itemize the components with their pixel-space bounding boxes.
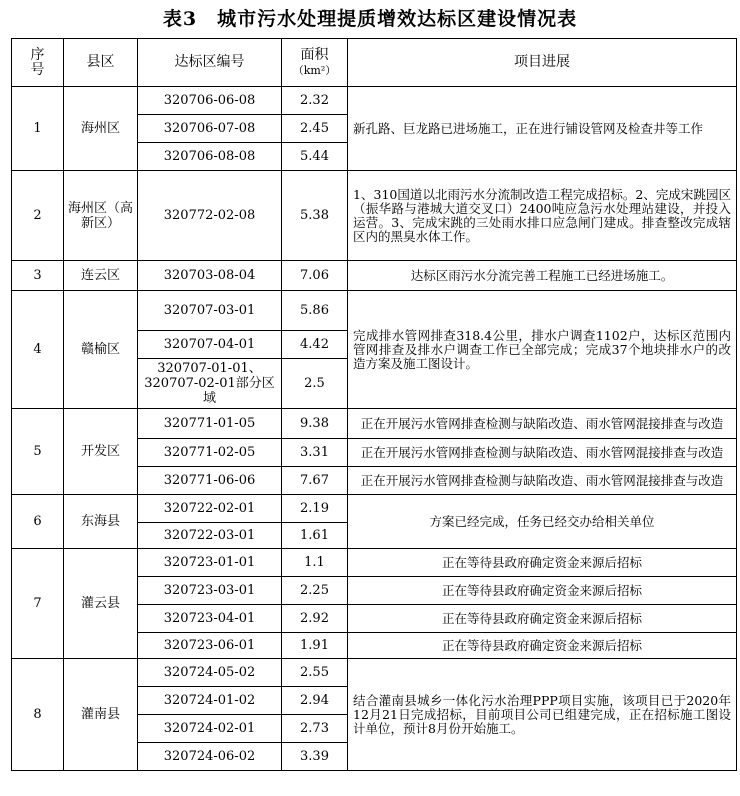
cell-county: 开发区 (64, 409, 138, 495)
cell-seq: 7 (12, 549, 64, 659)
header-area: 面积 （km²） (282, 39, 348, 87)
cell-area: 2.92 (282, 605, 348, 633)
cell-code: 320723-04-01 (138, 605, 282, 633)
cell-area: 3.39 (282, 743, 348, 771)
cell-seq: 8 (12, 659, 64, 771)
cell-code: 320771-02-05 (138, 439, 282, 467)
cell-code: 320722-02-01 (138, 495, 282, 523)
cell-code: 320707-03-01 (138, 291, 282, 331)
cell-area: 2.25 (282, 577, 348, 605)
cell-code: 320724-06-02 (138, 743, 282, 771)
table-row (12, 409, 737, 439)
cell-progress: 正在等待县政府确定资金来源后招标 (348, 605, 737, 633)
cell-county: 海州区 (64, 87, 138, 171)
cell-code: 320724-05-02 (138, 659, 282, 687)
cell-code: 320771-06-06 (138, 467, 282, 495)
cell-progress: 结合灌南县城乡一体化污水治理PPP项目实施，该项目已于2020年12月21日完成招标，目前项目公司已组建完成，正在招标施工图设计单位，预计8月份开始施工。 (348, 659, 737, 771)
cell-code: 320772-02-08 (138, 171, 282, 261)
cell-progress: 正在开展污水管网排查检测与缺陷改造、雨水管网混接排查与改造 (348, 439, 737, 467)
cell-progress: 完成排水管网排查318.4公里，排水户调查1102户，达标区范围内管网排查及排水户调查工作已全部完成；完成37个地块排水户的改造方案及施工图设计。 (348, 291, 737, 409)
cell-code: 320723-01-01 (138, 549, 282, 577)
cell-area: 7.67 (282, 467, 348, 495)
cell-progress: 达标区雨污水分流完善工程施工已经进场施工。 (348, 261, 737, 291)
cell-progress: 1、310国道以北雨污水分流制改造工程完成招标。2、完成宋跳园区（振华路与港城大道交叉口）2400吨应急污水处理站建设，并投入运营。3、完成宋跳的三处雨水排口应急闸门建成。排查整改完成辖区内的黑臭水体工作。 (348, 171, 737, 261)
cell-county: 海州区（高新区） (64, 171, 138, 261)
cell-area: 2.32 (282, 87, 348, 115)
cell-progress: 新孔路、巨龙路已进场施工，正在进行铺设管网及检查井等工作 (348, 87, 737, 171)
cell-code: 320707-04-01 (138, 331, 282, 359)
cell-code: 320706-07-08 (138, 115, 282, 143)
table-row (12, 549, 737, 577)
cell-county: 灌云县 (64, 549, 138, 659)
cell-area: 2.45 (282, 115, 348, 143)
header-seq: 序 号 (12, 39, 64, 87)
cell-progress: 正在等待县政府确定资金来源后招标 (348, 549, 737, 577)
cell-area: 4.42 (282, 331, 348, 359)
cell-county: 灌南县 (64, 659, 138, 771)
cell-code: 320707-01-01、320707-02-01部分区域 (138, 359, 282, 409)
cell-seq: 4 (12, 291, 64, 409)
cell-code: 320722-03-01 (138, 523, 282, 549)
header-code: 达标区编号 (138, 39, 282, 87)
header-county: 县区 (64, 39, 138, 87)
table-row (12, 87, 737, 115)
cell-code: 320723-06-01 (138, 633, 282, 659)
table-row (12, 171, 737, 261)
cell-county: 赣榆区 (64, 291, 138, 409)
cell-code: 320706-06-08 (138, 87, 282, 115)
cell-area: 5.38 (282, 171, 348, 261)
cell-code: 320706-08-08 (138, 143, 282, 171)
cell-area: 1.91 (282, 633, 348, 659)
cell-code: 320724-02-01 (138, 715, 282, 743)
cell-area: 7.06 (282, 261, 348, 291)
table-row (12, 291, 737, 331)
cell-area: 3.31 (282, 439, 348, 467)
cell-seq: 5 (12, 409, 64, 495)
cell-county: 连云区 (64, 261, 138, 291)
cell-area: 1.1 (282, 549, 348, 577)
table-row (12, 659, 737, 687)
cell-area: 2.19 (282, 495, 348, 523)
cell-seq: 1 (12, 87, 64, 171)
cell-progress: 正在开展污水管网排查检测与缺陷改造、雨水管网混接排查与改造 (348, 467, 737, 495)
cell-area: 1.61 (282, 523, 348, 549)
construction-status-table (11, 38, 737, 771)
cell-area: 2.5 (282, 359, 348, 409)
table-body (12, 87, 737, 771)
cell-seq: 6 (12, 495, 64, 549)
cell-progress: 方案已经完成，任务已经交办给相关单位 (348, 495, 737, 549)
header-progress: 项目进展 (348, 39, 737, 87)
cell-area: 9.38 (282, 409, 348, 439)
cell-area: 2.55 (282, 659, 348, 687)
cell-progress: 正在开展污水管网排查检测与缺陷改造、雨水管网混接排查与改造 (348, 409, 737, 439)
header-row (12, 39, 737, 87)
cell-county: 东海县 (64, 495, 138, 549)
cell-seq: 3 (12, 261, 64, 291)
cell-area: 2.73 (282, 715, 348, 743)
cell-code: 320703-08-04 (138, 261, 282, 291)
cell-progress: 正在等待县政府确定资金来源后招标 (348, 633, 737, 659)
table-row (12, 495, 737, 523)
cell-seq: 2 (12, 171, 64, 261)
cell-code: 320723-03-01 (138, 577, 282, 605)
cell-code: 320724-01-02 (138, 687, 282, 715)
cell-area: 5.86 (282, 291, 348, 331)
cell-area: 5.44 (282, 143, 348, 171)
cell-area: 2.94 (282, 687, 348, 715)
page-title: 表3 城市污水处理提质增效达标区建设情况表 (162, 8, 578, 30)
table-row (12, 261, 737, 291)
cell-code: 320771-01-05 (138, 409, 282, 439)
cell-progress: 正在等待县政府确定资金来源后招标 (348, 577, 737, 605)
